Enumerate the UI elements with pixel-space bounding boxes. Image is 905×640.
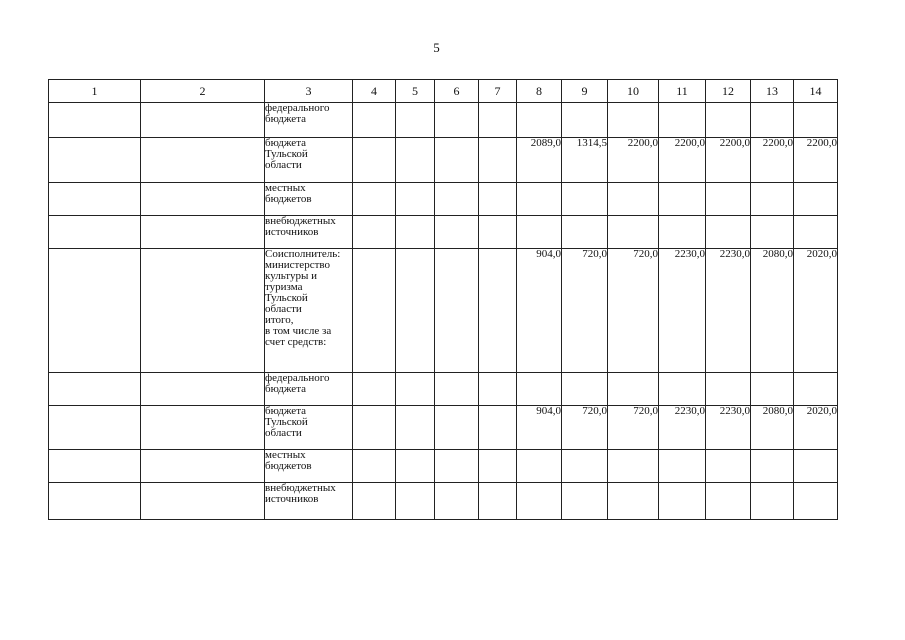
column-header: 10 [608, 80, 659, 103]
value-cell: 720,0 [608, 406, 659, 450]
empty-cell [353, 216, 396, 249]
empty-cell [353, 483, 396, 520]
funding-source-label: местных бюджетов [265, 450, 353, 483]
value-cell [435, 406, 479, 450]
column-header: 7 [479, 80, 517, 103]
value-cell: 2020,0 [794, 406, 838, 450]
empty-cell [141, 483, 265, 520]
empty-cell [141, 406, 265, 450]
value-cell [353, 249, 396, 373]
column-header: 8 [517, 80, 562, 103]
funding-source-label: федерального бюджета [265, 103, 353, 138]
value-cell [435, 103, 479, 138]
empty-cell [751, 183, 794, 216]
empty-cell [517, 483, 562, 520]
empty-cell [49, 216, 141, 249]
empty-cell [435, 373, 479, 406]
empty-cell [141, 249, 265, 373]
funding-source-label: бюджета Тульской области [265, 138, 353, 183]
value-cell: 1314,5 [562, 138, 608, 183]
empty-cell [49, 138, 141, 183]
empty-cell [396, 373, 435, 406]
empty-cell [608, 216, 659, 249]
empty-cell [479, 483, 517, 520]
page-number: 5 [433, 40, 440, 55]
empty-cell [659, 450, 706, 483]
value-cell: 2020,0 [794, 249, 838, 373]
empty-cell [706, 450, 751, 483]
value-cell: 2200,0 [794, 138, 838, 183]
value-cell [608, 103, 659, 138]
empty-cell [396, 483, 435, 520]
empty-cell [479, 450, 517, 483]
empty-cell [659, 373, 706, 406]
empty-cell [706, 183, 751, 216]
empty-cell [562, 373, 608, 406]
empty-cell [517, 183, 562, 216]
empty-cell [141, 103, 265, 138]
empty-cell [562, 183, 608, 216]
empty-cell [435, 483, 479, 520]
value-cell [706, 103, 751, 138]
empty-cell [479, 216, 517, 249]
empty-cell [706, 216, 751, 249]
column-header: 2 [141, 80, 265, 103]
empty-cell [49, 373, 141, 406]
funding-source-label: внебюджетных источников [265, 216, 353, 249]
empty-cell [659, 483, 706, 520]
column-header: 4 [353, 80, 396, 103]
empty-cell [794, 483, 838, 520]
empty-cell [751, 216, 794, 249]
empty-cell [435, 183, 479, 216]
table-row [49, 450, 838, 483]
empty-cell [479, 183, 517, 216]
column-header: 1 [49, 80, 141, 103]
table-row [49, 249, 838, 373]
empty-cell [751, 450, 794, 483]
funding-source-label: бюджета Тульской области [265, 406, 353, 450]
value-cell [479, 138, 517, 183]
value-cell: 2200,0 [751, 138, 794, 183]
empty-cell [141, 216, 265, 249]
funding-source-label: внебюджетных источников [265, 483, 353, 520]
value-cell [396, 138, 435, 183]
table-row [49, 103, 838, 138]
column-header: 9 [562, 80, 608, 103]
empty-cell [794, 373, 838, 406]
empty-cell [794, 183, 838, 216]
empty-cell [751, 373, 794, 406]
value-cell [396, 406, 435, 450]
table-row [49, 373, 838, 406]
empty-cell [141, 183, 265, 216]
empty-cell [794, 450, 838, 483]
value-cell: 720,0 [608, 249, 659, 373]
empty-cell [435, 216, 479, 249]
empty-cell [562, 450, 608, 483]
column-header: 12 [706, 80, 751, 103]
empty-cell [49, 483, 141, 520]
empty-cell [562, 483, 608, 520]
table-row [49, 216, 838, 249]
empty-cell [517, 450, 562, 483]
table-row [49, 183, 838, 216]
value-cell: 2080,0 [751, 249, 794, 373]
empty-cell [353, 450, 396, 483]
empty-cell [794, 103, 838, 138]
funding-source-label: местных бюджетов [265, 183, 353, 216]
funding-source-label: Соисполнитель: министерство культуры и туризма Тульской области итого, в том числе за счет средств: [265, 249, 353, 373]
header-row [49, 80, 838, 103]
empty-cell [49, 183, 141, 216]
column-header: 3 [265, 80, 353, 103]
empty-cell [608, 450, 659, 483]
column-header: 14 [794, 80, 838, 103]
empty-cell [396, 183, 435, 216]
value-cell [751, 103, 794, 138]
column-header: 5 [396, 80, 435, 103]
table-row [49, 138, 838, 183]
empty-cell [353, 373, 396, 406]
empty-cell [517, 373, 562, 406]
table-row [49, 483, 838, 520]
empty-cell [49, 103, 141, 138]
value-cell: 2230,0 [659, 406, 706, 450]
value-cell: 2230,0 [706, 249, 751, 373]
budget-table [48, 79, 838, 520]
column-header: 6 [435, 80, 479, 103]
value-cell: 2230,0 [659, 249, 706, 373]
empty-cell [706, 483, 751, 520]
empty-cell [49, 249, 141, 373]
empty-cell [49, 406, 141, 450]
value-cell [353, 138, 396, 183]
empty-cell [706, 373, 751, 406]
value-cell [479, 406, 517, 450]
empty-cell [517, 216, 562, 249]
empty-cell [751, 483, 794, 520]
empty-cell [608, 373, 659, 406]
value-cell [396, 249, 435, 373]
value-cell [435, 138, 479, 183]
empty-cell [49, 450, 141, 483]
value-cell [479, 249, 517, 373]
value-cell: 720,0 [562, 406, 608, 450]
empty-cell [141, 450, 265, 483]
value-cell [562, 103, 608, 138]
empty-cell [396, 450, 435, 483]
empty-cell [435, 450, 479, 483]
value-cell: 904,0 [517, 406, 562, 450]
value-cell: 2200,0 [659, 138, 706, 183]
funding-source-label: федерального бюджета [265, 373, 353, 406]
value-cell: 904,0 [517, 249, 562, 373]
empty-cell [608, 183, 659, 216]
empty-cell [562, 216, 608, 249]
value-cell [435, 249, 479, 373]
empty-cell [659, 216, 706, 249]
value-cell [353, 406, 396, 450]
value-cell: 2230,0 [706, 406, 751, 450]
empty-cell [794, 216, 838, 249]
empty-cell [479, 373, 517, 406]
table-row [49, 406, 838, 450]
value-cell: 2200,0 [706, 138, 751, 183]
column-header: 13 [751, 80, 794, 103]
value-cell [353, 103, 396, 138]
value-cell: 2089,0 [517, 138, 562, 183]
value-cell [396, 103, 435, 138]
empty-cell [659, 183, 706, 216]
value-cell: 2200,0 [608, 138, 659, 183]
empty-cell [141, 373, 265, 406]
empty-cell [141, 138, 265, 183]
value-cell [479, 103, 517, 138]
value-cell: 720,0 [562, 249, 608, 373]
empty-cell [396, 216, 435, 249]
value-cell [517, 103, 562, 138]
value-cell [659, 103, 706, 138]
table-body [49, 103, 838, 520]
column-header: 11 [659, 80, 706, 103]
empty-cell [353, 183, 396, 216]
empty-cell [608, 483, 659, 520]
value-cell: 2080,0 [751, 406, 794, 450]
